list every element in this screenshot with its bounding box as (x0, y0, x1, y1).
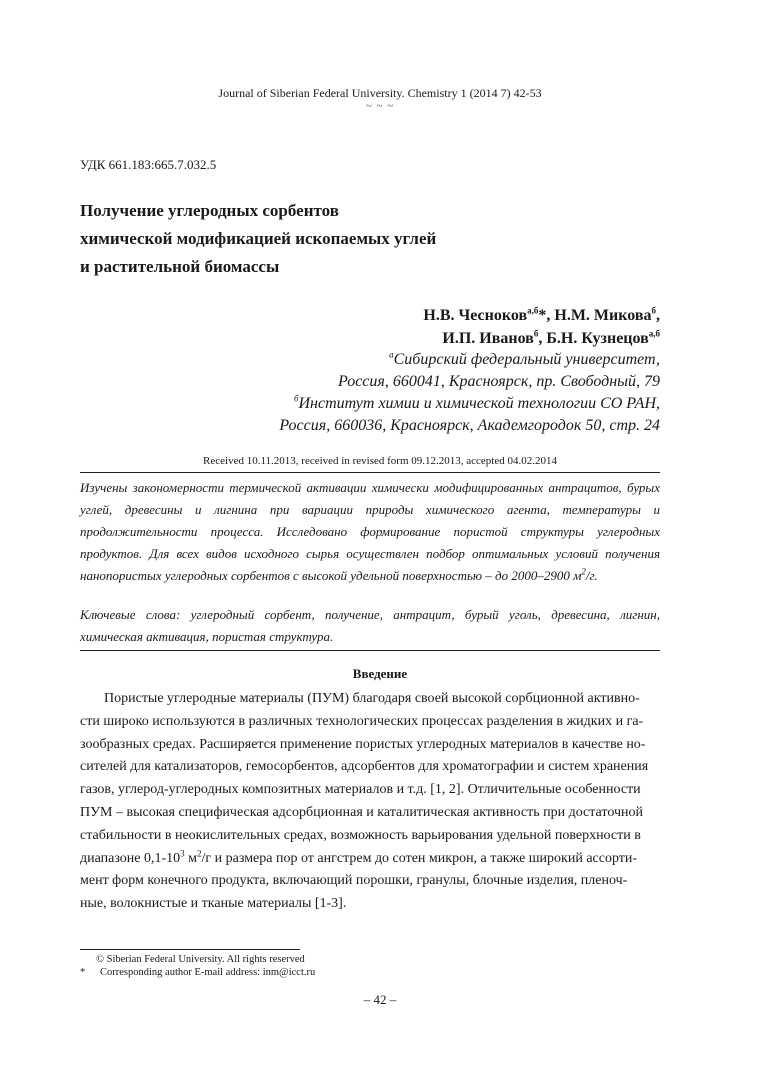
abstract-bottom-rule (80, 650, 660, 651)
affil-mark: б (293, 393, 299, 404)
page-number: – 42 – (363, 992, 397, 1007)
affil-mark: а (389, 349, 394, 360)
copyright-footnote: © Siberian Federal University. All rights reserved (96, 954, 305, 965)
title-line: химической модификацией ископаемых углей (80, 229, 437, 248)
author-line (423, 327, 660, 350)
affiliation-line: $^а$Сибирский федеральный университет, (389, 349, 660, 368)
section-heading: Введение (352, 666, 408, 681)
paragraph-line: газов, углерод-углеродных композитных материалов и т.д. [1, 2]. Отличительные особенности (80, 782, 641, 798)
article-title (80, 197, 640, 281)
paragraph-line: мент форм конечного продукта, включающий порошки, гранулы, блочные изделия, пленоч- (80, 873, 628, 889)
author-line (423, 304, 660, 327)
udc-code: УДК 661.183:665.7.032.5 (80, 157, 217, 172)
journal-header: Journal of Siberian Federal University. Chemistry 1 (2014 7) 42-53 (218, 86, 542, 100)
author-affil-mark: б (651, 305, 656, 316)
title-line: Получение углеродных сорбентов (80, 201, 339, 220)
received-dates: Received 10.11.2013, received in revised form 09.12.2013, accepted 04.02.2014 (203, 455, 557, 467)
author-affil-mark: а,б (648, 328, 660, 339)
footnote-rule (80, 949, 300, 950)
paragraph-line: диапазоне $0,1-10^3$ $м^2/г$ и размера пор от ангстрем до сотен микрон, а также широкий ассорти- (80, 847, 638, 866)
author-list (423, 304, 660, 350)
corresponding-footnote: * Corresponding author E-mail address: inm@icct.ru (80, 967, 316, 978)
author-affil-mark: б (533, 328, 539, 339)
author-separator: , (538, 330, 547, 347)
paragraph-line: сти широко используются в различных технологических процессах разделения в жидких и га- (80, 713, 644, 729)
paragraph-line: ПУМ – высокая специфическая адсорбционная и каталитическая активность при достаточной (80, 804, 643, 820)
affiliation-line: $^б$Институт химии и химической технологии СО РАН, (293, 393, 660, 412)
paragraph-line: сителей для катализаторов, гемосорбентов, адсорбентов для хроматографии и систем хранения (80, 759, 649, 775)
corresponding-mark: *, (538, 307, 555, 324)
paragraph-line: зообразных средах. Расширяется применение пористых углеродных материалов в качестве но- (80, 736, 646, 752)
author-separator: , (656, 307, 660, 324)
author-name: И.П. Иванов (442, 330, 534, 347)
paragraph-line: ные, волокнистые и тканые материалы [1-3]. (80, 896, 347, 912)
title-line: и растительной биомассы (80, 257, 280, 276)
keywords: Ключевые слова: углеродный сорбент, получение, антрацит, бурый уголь, древесина, лигнин, химическая активация, пористая структура. (80, 607, 660, 644)
affiliation-line: Россия, 660041, Красноярск, пр. Свободный, 79 (338, 373, 660, 390)
author-name: Б.Н. Кузнецов (546, 330, 649, 347)
abstract: Изучены закономерности термической активации химически модифицированных антрацитов, бурых углей, древесины и лигнина при вариации природы химического агента, температуры и продолжительности процесса. Исследовано формирование пористой структуры углеродных продуктов. Для всех видов исходного сырья осуществлен подбор оптимальных условий получения нанопористых углеродных сорбентов с высокой удельной поверхностью – до 2000–2900 $м^2/г$. (80, 480, 660, 583)
affiliations (279, 349, 660, 437)
author-name: Н.В. Чесноков (423, 307, 528, 324)
header-separator: ~ ~ ~ (365, 100, 395, 112)
author-name: Н.М. Микова (554, 307, 652, 324)
affiliation-line: Россия, 660036, Красноярск, Академгородок 50, стр. 24 (279, 417, 660, 434)
paragraph-line: Пористые углеродные материалы (ПУМ) благодаря своей высокой сорбционной активно- (104, 691, 640, 706)
abstract-top-rule (80, 472, 660, 473)
intro-paragraph (80, 688, 660, 916)
paragraph-line: стабильности в неокислительных средах, возможность варьирования удельной поверхности в (80, 827, 641, 843)
email-link[interactable]: Corresponding author E-mail address: inm@icct.ru (100, 967, 316, 978)
author-affil-mark: а,б (527, 305, 539, 316)
